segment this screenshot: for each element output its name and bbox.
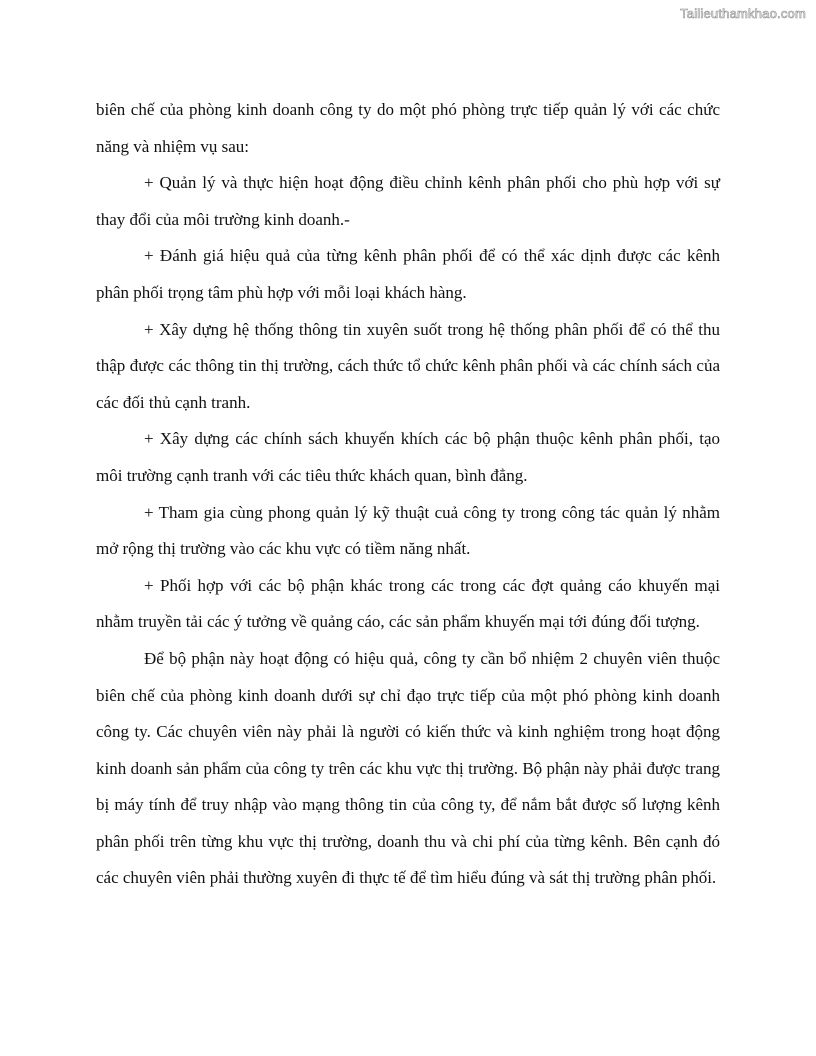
paragraph-7: + Phối hợp với các bộ phận khác trong các trong các đợt quảng cáo khuyến mại nhằm truyền tải các ý tưởng về quảng cáo, các sản phẩm khuyến mại tới đúng đối tượng. [96, 575, 720, 632]
paragraph-5: + Xây dựng các chính sách khuyến khích các bộ phận thuộc kênh phân phối, tạo môi trường cạnh tranh với các tiêu thức khách quan, bình đẳng. [96, 429, 720, 485]
paragraph-2: + Quản lý và thực hiện hoạt động điều chỉnh kênh phân phối cho phù hợp với sự thay đổi của môi trường kinh doanh.- [96, 173, 720, 229]
paragraph-4: + Xây dựng hệ thống thông tin xuyên suốt trong hệ thống phân phối để có thể thu thập được các thông tin thị trường, cách thức tổ chức kênh phân phối và các chính sách của các đối thủ cạnh tranh. [96, 319, 720, 412]
paragraph-3: + Đánh giá hiệu quả của từng kênh phân phối để có thể xác dịnh được các kênh phân phối trọng tâm phù hợp với mỗi loại khách hàng. [96, 246, 720, 302]
paragraph-1: biên chế của phòng kinh doanh công ty do một phó phòng trực tiếp quản lý với các chức năng và nhiệm vụ sau: [96, 100, 720, 156]
document-body [96, 92, 720, 897]
watermark-text: Tailieuthamkhao.com [680, 6, 806, 21]
paragraph-8: Để bộ phận này hoạt động có hiệu quả, công ty cần bổ nhiệm 2 chuyên viên thuộc biên chế của phòng kinh doanh dưới sự chỉ đạo trực tiếp của một phó phòng kinh doanh công ty. Các chuyên viên này phải là người có kiến thức và kinh nghiệm trong hoạt động kinh doanh sản phẩm của công ty trên các khu vực thị trường. Bộ phận này phải được trang bị máy tính để truy nhập vào mạng thông tin của công ty, để nắm bắt được số lượng kênh phân phối trên từng khu vực thị trường, doanh thu và chi phí của từng kênh. Bên cạnh đó các chuyên viên phải thường xuyên đi thực tế để tìm hiểu đúng và sát thị trường phân phối. [96, 648, 720, 888]
paragraph-6: + Tham gia cùng phong quản lý kỹ thuật cuả công ty trong công tác quản lý nhằm mở rộng thị trường vào các khu vực có tiềm năng nhất. [96, 502, 720, 559]
